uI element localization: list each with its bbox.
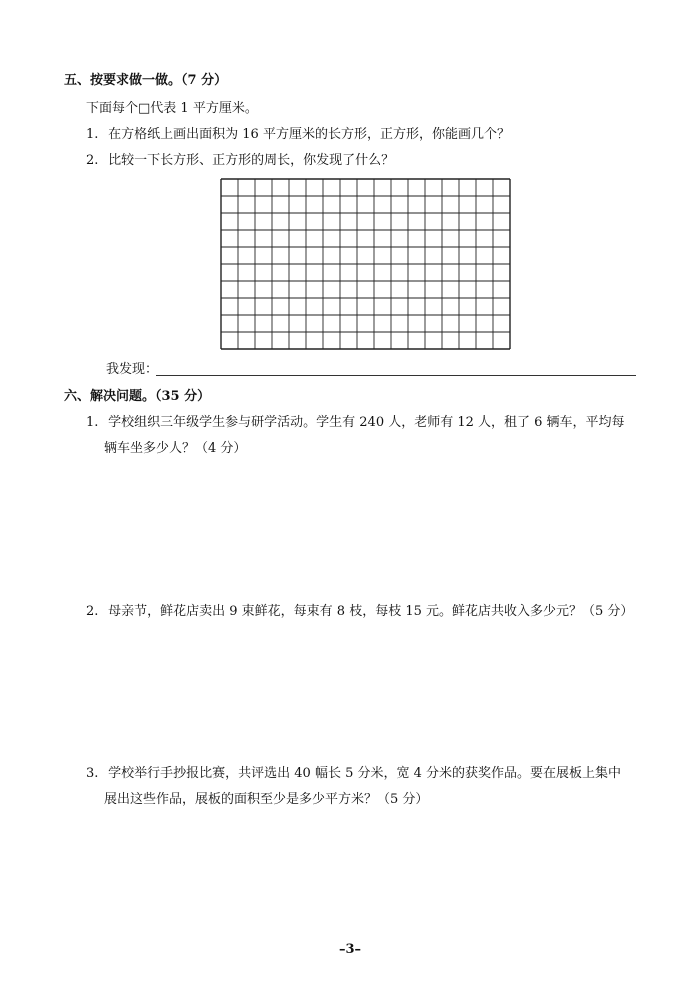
section5-item-2 bbox=[86, 152, 394, 170]
problem-3-line2: 展出这些作品，展板的面积至少是多少平方米？（5 分） bbox=[104, 792, 429, 807]
square-grid-paper bbox=[220, 178, 520, 350]
problem-1-line1 bbox=[86, 414, 625, 432]
problem-1-line2: 辆车坐多少人？（4 分） bbox=[104, 441, 247, 456]
problem-number: 2. bbox=[86, 604, 99, 619]
item-number: 2. bbox=[86, 153, 99, 168]
item-text: 比较一下长方形、正方形的周长，你发现了什么？ bbox=[108, 153, 395, 168]
finding-label: 我发现： bbox=[106, 362, 159, 377]
item-text: 在方格纸上画出面积为 16 平方厘米的长方形，正方形，你能画几个？ bbox=[108, 127, 510, 142]
problem-text: 母亲节，鲜花店卖出 9 束鲜花，每束有 8 枝，每枝 15 元。鲜花店共收入多少元？（5 分） bbox=[108, 604, 634, 619]
problem-text: 学校举行手抄报比赛，共评选出 40 幅长 5 分米，宽 4 分米的获奖作品。要在展板上集中 bbox=[108, 766, 622, 781]
problem-text: 学校组织三年级学生参与研学活动。学生有 240 人，老师有 12 人，租了 6 辆车，平均每 bbox=[108, 415, 625, 430]
problem-2-line1 bbox=[86, 603, 633, 621]
section5-item-1 bbox=[86, 126, 510, 144]
item-number: 1. bbox=[86, 127, 99, 142]
problem-3-line1 bbox=[86, 765, 621, 783]
section6-title: 六、解决问题。（35 分） bbox=[64, 389, 211, 404]
section5-intro: 下面每个□代表 1 平方厘米。 bbox=[86, 101, 258, 116]
finding-answer-line[interactable] bbox=[156, 375, 636, 376]
problem-number: 1. bbox=[86, 415, 99, 430]
problem-number: 3. bbox=[86, 766, 99, 781]
section5-title: 五、按要求做一做。（7 分） bbox=[64, 73, 228, 88]
page-number: –3– bbox=[338, 942, 362, 957]
